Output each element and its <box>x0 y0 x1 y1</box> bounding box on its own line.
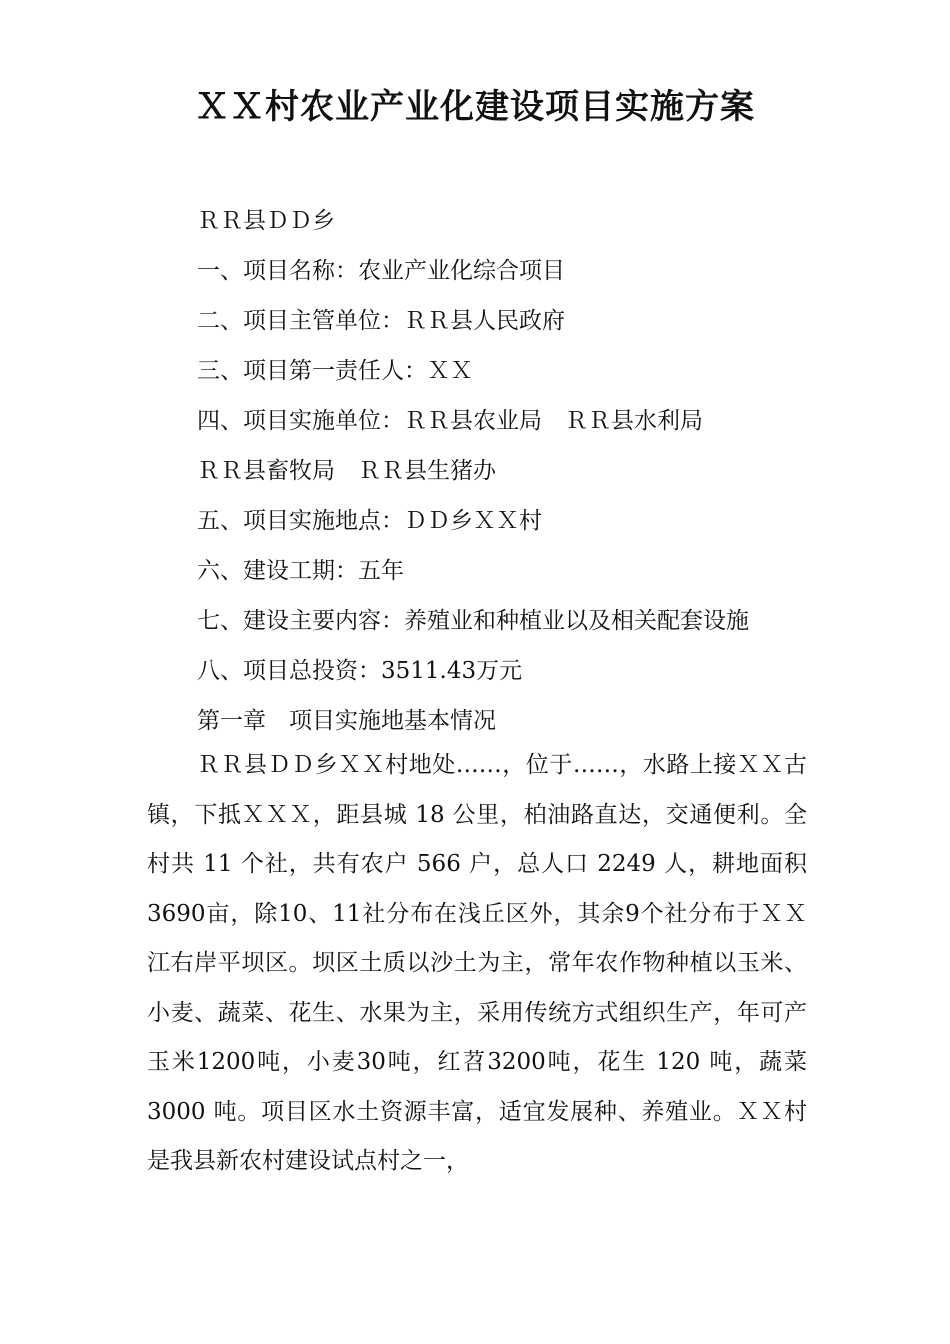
project-name-line: 一、项目名称：农业产业化综合项目 <box>197 258 565 284</box>
implementing-units-continued-line: ＲＲ县畜牧局 ＲＲ县生猪办 <box>197 458 496 484</box>
responsible-person-line: 三、项目第一责任人：ＸＸ <box>197 358 473 384</box>
supervising-unit-line: 二、项目主管单位：ＲＲ县人民政府 <box>197 308 565 334</box>
document-title: ＸＸ村农业产业化建设项目实施方案 <box>195 87 755 127</box>
implementation-site-line: 五、项目实施地点：ＤＤ乡ＸＸ村 <box>197 508 542 534</box>
chapter-heading: 第一章 项目实施地基本情况 <box>197 708 496 734</box>
basic-situation-paragraph: ＲＲ县ＤＤ乡ＸＸ村地处……，位于……，水路上接ＸＸ古镇，下抵ＸＸＸ，距县城 18 公里，柏油路直达，交通便利。全村共 11 个社，共有农户 566 户，总人口 2249 人，耕地面积3690亩，除10、11社分布在浅丘区外，其余9个社分布于ＸＸ江右岸平坝区。坝区土质以沙土为主，常年农作物种植以玉米、小麦、蔬菜、花生、水果为主，采用传统方式组织生产，年可产玉米1200吨，小麦30吨，红苕3200吨，花生 120 吨，蔬菜 3000 吨。项目区水土资源丰富，适宜发展种、养殖业。ＸＸ村是我县新农村建设试点村之一， <box>147 752 807 1174</box>
construction-period-line: 六、建设工期：五年 <box>197 558 404 584</box>
county-township-line: ＲＲ县ＤＤ乡 <box>197 208 335 234</box>
implementing-units-line: 四、项目实施单位：ＲＲ县农业局 ＲＲ县水利局 <box>197 408 703 434</box>
total-investment-line: 八、项目总投资：3511.43万元 <box>197 658 523 684</box>
main-content-line: 七、建设主要内容：养殖业和种植业以及相关配套设施 <box>197 608 749 634</box>
project-info-list <box>197 196 837 746</box>
